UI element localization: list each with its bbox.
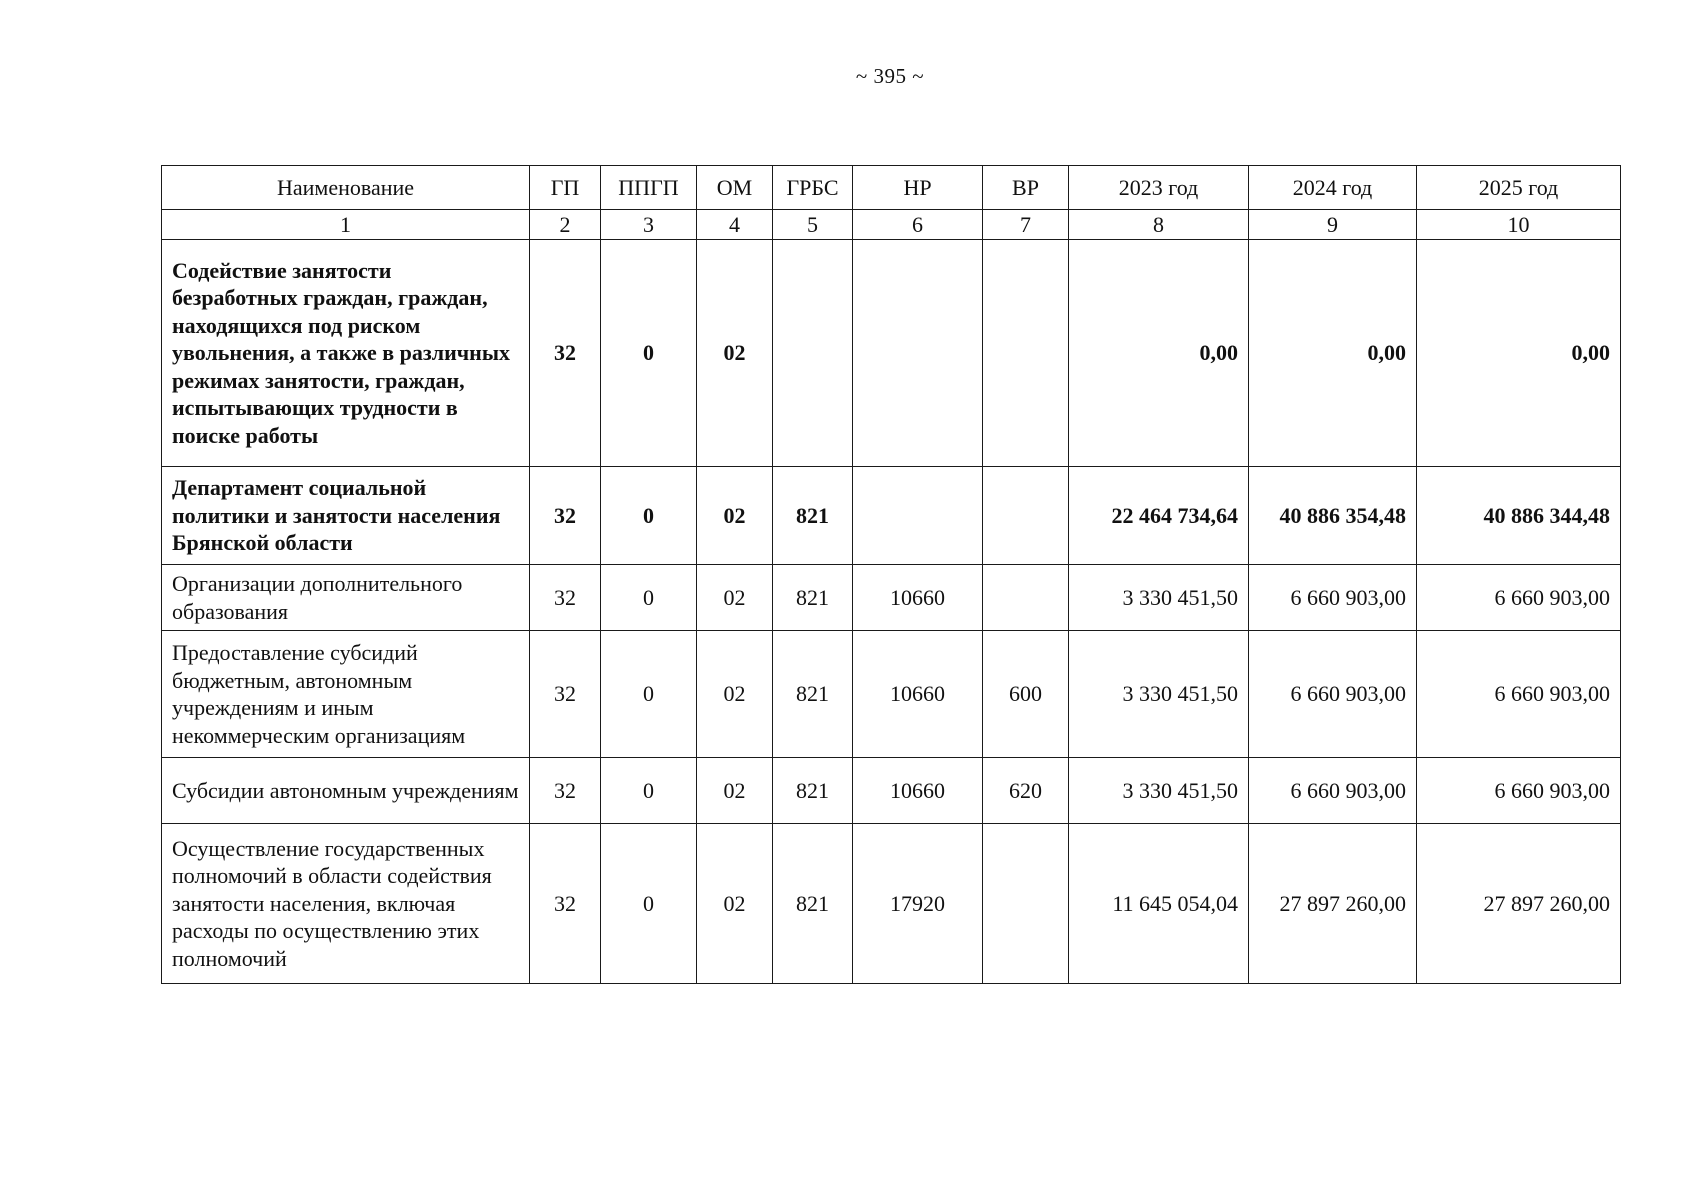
row-ppgp: 0 [601, 565, 697, 631]
row-name: Организации дополнительного образования [162, 565, 530, 631]
row-amount-2024: 6 660 903,00 [1249, 758, 1417, 824]
row-vr [983, 565, 1069, 631]
page-number: ~ 395 ~ [855, 64, 925, 88]
row-vr [983, 467, 1069, 565]
row-vr: 600 [983, 631, 1069, 758]
row-om: 02 [697, 631, 773, 758]
row-gp: 32 [530, 565, 601, 631]
row-name: Предоставление субсидий бюджетным, автономным учреждениям и иным некоммерческим организациям [162, 631, 530, 758]
row-gp: 32 [530, 631, 601, 758]
row-om: 02 [697, 240, 773, 467]
row-amount-2025: 40 886 344,48 [1417, 467, 1621, 565]
row-amount-2025: 27 897 260,00 [1417, 824, 1621, 984]
header-nr: НР [853, 166, 983, 210]
row-nr: 10660 [853, 631, 983, 758]
row-om: 02 [697, 758, 773, 824]
row-om: 02 [697, 467, 773, 565]
column-number: 8 [1069, 210, 1249, 240]
row-gp: 32 [530, 240, 601, 467]
row-amount-2023: 3 330 451,50 [1069, 565, 1249, 631]
row-grbs: 821 [773, 631, 853, 758]
row-amount-2025: 0,00 [1417, 240, 1621, 467]
column-number: 10 [1417, 210, 1621, 240]
row-ppgp: 0 [601, 758, 697, 824]
row-grbs: 821 [773, 565, 853, 631]
row-amount-2024: 6 660 903,00 [1249, 631, 1417, 758]
column-number: 6 [853, 210, 983, 240]
row-ppgp: 0 [601, 240, 697, 467]
column-number: 9 [1249, 210, 1417, 240]
column-number: 3 [601, 210, 697, 240]
row-amount-2023: 3 330 451,50 [1069, 758, 1249, 824]
row-amount-2025: 6 660 903,00 [1417, 565, 1621, 631]
row-name: Субсидии автономным учреждениям [162, 758, 530, 824]
row-nr [853, 240, 983, 467]
row-amount-2024: 27 897 260,00 [1249, 824, 1417, 984]
row-amount-2023: 22 464 734,64 [1069, 467, 1249, 565]
column-number-row [162, 210, 1621, 240]
header-row [162, 166, 1621, 210]
row-ppgp: 0 [601, 631, 697, 758]
row-grbs: 821 [773, 758, 853, 824]
column-number: 1 [162, 210, 530, 240]
row-vr: 620 [983, 758, 1069, 824]
row-grbs: 821 [773, 467, 853, 565]
row-vr [983, 240, 1069, 467]
column-number: 4 [697, 210, 773, 240]
row-om: 02 [697, 565, 773, 631]
row-nr: 17920 [853, 824, 983, 984]
header-2025: 2025 год [1417, 166, 1621, 210]
header-vr: ВР [983, 166, 1069, 210]
row-amount-2023: 0,00 [1069, 240, 1249, 467]
column-number: 5 [773, 210, 853, 240]
row-amount-2024: 0,00 [1249, 240, 1417, 467]
row-amount-2025: 6 660 903,00 [1417, 758, 1621, 824]
row-amount-2023: 3 330 451,50 [1069, 631, 1249, 758]
header-2023: 2023 год [1069, 166, 1249, 210]
row-gp: 32 [530, 758, 601, 824]
row-name: Осуществление государственных полномочий в области содействия занятости населения, включая расходы по осуществлению этих полномочий [162, 824, 530, 984]
table-row [162, 631, 1621, 758]
row-grbs [773, 240, 853, 467]
row-nr: 10660 [853, 565, 983, 631]
budget-table [161, 165, 1621, 984]
row-om: 02 [697, 824, 773, 984]
row-vr [983, 824, 1069, 984]
column-number: 2 [530, 210, 601, 240]
row-nr [853, 467, 983, 565]
header-gp: ГП [530, 166, 601, 210]
header-2024: 2024 год [1249, 166, 1417, 210]
table-row [162, 240, 1621, 467]
row-grbs: 821 [773, 824, 853, 984]
row-amount-2025: 6 660 903,00 [1417, 631, 1621, 758]
table-row [162, 565, 1621, 631]
header-om: ОМ [697, 166, 773, 210]
row-name: Департамент социальной политики и занятости населения Брянской области [162, 467, 530, 565]
row-ppgp: 0 [601, 467, 697, 565]
row-amount-2024: 6 660 903,00 [1249, 565, 1417, 631]
row-amount-2023: 11 645 054,04 [1069, 824, 1249, 984]
row-gp: 32 [530, 824, 601, 984]
header-name: Наименование [162, 166, 530, 210]
row-ppgp: 0 [601, 824, 697, 984]
header-ppgp: ППГП [601, 166, 697, 210]
row-name: Содействие занятости безработных граждан, граждан, находящихся под риском увольнения, а также в различных режимах занятости, граждан, испытывающих трудности в поиске работы [162, 240, 530, 467]
table-row [162, 467, 1621, 565]
row-gp: 32 [530, 467, 601, 565]
table-row [162, 758, 1621, 824]
header-grbs: ГРБС [773, 166, 853, 210]
column-number: 7 [983, 210, 1069, 240]
row-amount-2024: 40 886 354,48 [1249, 467, 1417, 565]
table-row [162, 824, 1621, 984]
row-nr: 10660 [853, 758, 983, 824]
